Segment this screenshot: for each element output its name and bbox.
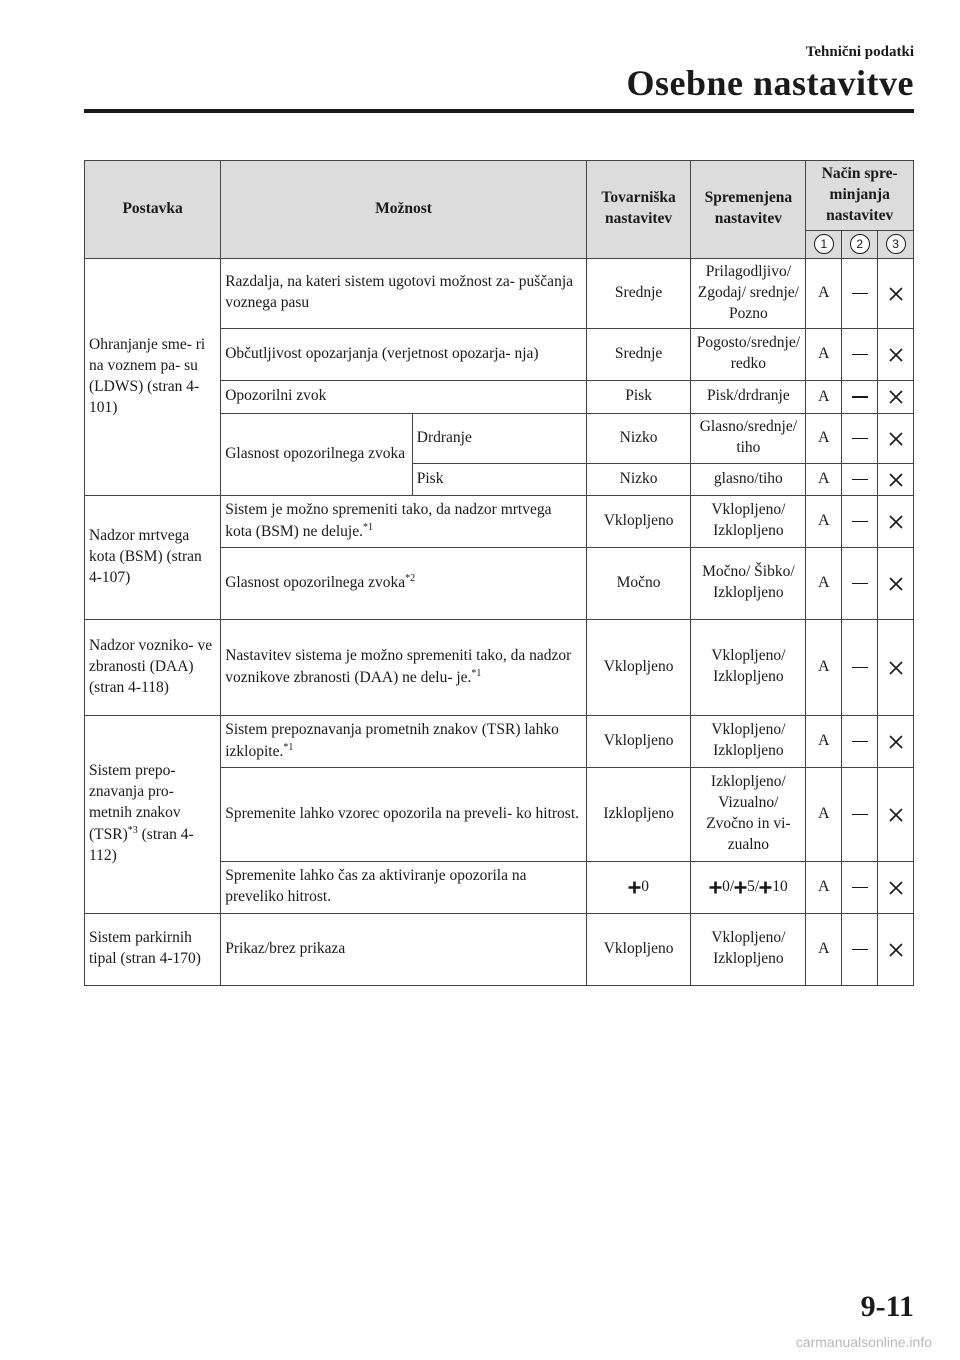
- table-row: [85, 715, 914, 767]
- method-dash: [842, 380, 878, 413]
- dash-icon: [852, 479, 868, 481]
- changed-cell: Vklopljeno/ Izklopljeno: [691, 913, 806, 985]
- sub-option-cell: Drdranje: [412, 413, 586, 463]
- dash-icon: [852, 887, 868, 889]
- method-a: A: [806, 495, 842, 547]
- footnote-ref: *3: [127, 825, 138, 837]
- dash-icon: [852, 949, 868, 951]
- factory-cell: Vklopljeno: [586, 495, 690, 547]
- header-divider: [84, 109, 914, 113]
- col-header-option: Možnost: [221, 161, 587, 259]
- option-cell: [221, 547, 587, 619]
- page-number: 9-11: [860, 1290, 914, 1323]
- method-a: A: [806, 547, 842, 619]
- option-cell: Prikaz/brez prikaza: [221, 913, 587, 985]
- method-2-header: [842, 230, 878, 258]
- method-dash: [842, 619, 878, 715]
- dash-icon: [852, 293, 868, 295]
- cross-icon: [888, 514, 904, 530]
- group-bsm: Nadzor mrtvega kota (BSM) (stran 4-107): [85, 495, 221, 619]
- factory-cell: [586, 861, 690, 913]
- method-x: [878, 619, 914, 715]
- method-dash: [842, 463, 878, 495]
- cross-icon: [888, 576, 904, 592]
- footnote-ref: *1: [471, 667, 482, 679]
- plus-icon: [709, 881, 722, 894]
- cross-icon: [888, 807, 904, 823]
- method-x: [878, 463, 914, 495]
- changed-cell: Močno/ Šibko/ Izklopljeno: [691, 547, 806, 619]
- col-header-setting: Postavka: [85, 161, 221, 259]
- plus-icon: [734, 881, 747, 894]
- offset-value: 10: [772, 877, 788, 895]
- col-header-method: Način spre- minjanja nastavitev: [806, 161, 914, 231]
- dash-icon: [852, 814, 868, 816]
- group-daa: Nadzor vozniko- ve zbranosti (DAA) (stran 4-118): [85, 619, 221, 715]
- option-cell: Glasnost opozorilnega zvoka: [221, 413, 413, 495]
- method-x: [878, 767, 914, 861]
- changed-cell: 0/ 5/ 10: [691, 861, 806, 913]
- cross-icon: [888, 286, 904, 302]
- cross-icon: [888, 880, 904, 896]
- method-x: [878, 547, 914, 619]
- method-3-header: [878, 230, 914, 258]
- page-title: Osebne nastavitve: [626, 63, 914, 103]
- method-dash: [842, 715, 878, 767]
- option-text: Sistem je možno spremeniti tako, da nadzor mrtvega kota (BSM) ne deluje.: [225, 500, 552, 540]
- option-cell: Spremenite lahko čas za aktiviranje opozorila na preveliko hitrost.: [221, 861, 587, 913]
- method-a: A: [806, 619, 842, 715]
- method-dash: [842, 861, 878, 913]
- group-text: Sistem prepo- znavanja pro- metnih znakov (TSR): [89, 762, 181, 844]
- dash-icon: [852, 667, 868, 669]
- option-cell: Spremenite lahko vzorec opozorila na preveli- ko hitrost.: [221, 767, 587, 861]
- footnote-ref: *2: [405, 573, 416, 585]
- group-tsr: [85, 715, 221, 913]
- method-x: [878, 328, 914, 380]
- method-dash: [842, 258, 878, 328]
- factory-cell: Pisk: [586, 380, 690, 413]
- method-1-header: [806, 230, 842, 258]
- group-text: (stran 4-112): [89, 826, 194, 865]
- method-a: A: [806, 328, 842, 380]
- footnote-ref: *1: [362, 521, 373, 533]
- factory-cell: Izklopljeno: [586, 767, 690, 861]
- option-cell: [221, 715, 587, 767]
- table-row: [85, 495, 914, 547]
- plus-icon: [759, 881, 772, 894]
- factory-cell: Vklopljeno: [586, 913, 690, 985]
- method-x: [878, 380, 914, 413]
- section-title: Tehnični podatki: [805, 44, 914, 60]
- cross-icon: [888, 472, 904, 488]
- factory-cell: Nizko: [586, 413, 690, 463]
- dash-icon: [852, 583, 868, 585]
- col-header-factory: Tovarniška nastavitev: [586, 161, 690, 259]
- method-a: A: [806, 913, 842, 985]
- dash-icon: [852, 521, 868, 523]
- factory-cell: Nizko: [586, 463, 690, 495]
- cross-icon: [888, 389, 904, 405]
- footnote-ref: *1: [283, 741, 294, 753]
- group-ldws: Ohranjanje sme- ri na voznem pa- su (LDWS) (stran 4-101): [85, 258, 221, 495]
- method-dash: [842, 913, 878, 985]
- method-a: A: [806, 767, 842, 861]
- factory-cell: Srednje: [586, 258, 690, 328]
- changed-cell: Pogosto/srednje/ redko: [691, 328, 806, 380]
- dash-icon: [852, 354, 868, 356]
- method-dash: [842, 495, 878, 547]
- option-cell: Opozorilni zvok: [221, 380, 587, 413]
- circled-number-1: 1: [814, 234, 834, 254]
- option-text: Glasnost opozorilnega zvoka: [225, 574, 406, 592]
- method-x: [878, 413, 914, 463]
- option-cell: Razdalja, na kateri sistem ugotovi možnost za- puščanja voznega pasu: [221, 258, 587, 328]
- watermark: carmanualsonline.info: [795, 1334, 932, 1350]
- changed-cell: Pisk/drdranje: [691, 380, 806, 413]
- method-a: A: [806, 861, 842, 913]
- method-a: A: [806, 380, 842, 413]
- changed-cell: Prilagodljivo/ Zgodaj/ srednje/ Pozno: [691, 258, 806, 328]
- cross-icon: [888, 942, 904, 958]
- factory-cell: Srednje: [586, 328, 690, 380]
- changed-cell: Vklopljeno/ Izklopljeno: [691, 715, 806, 767]
- changed-cell: glasno/tiho: [691, 463, 806, 495]
- cross-icon: [888, 347, 904, 363]
- option-cell: Občutljivost opozarjanja (verjetnost opozarja- nja): [221, 328, 587, 380]
- changed-cell: Glasno/srednje/ tiho: [691, 413, 806, 463]
- table-row: [85, 913, 914, 985]
- plus-icon: [628, 881, 641, 894]
- method-x: [878, 913, 914, 985]
- cross-icon: [888, 431, 904, 447]
- offset-value: 5: [747, 877, 755, 895]
- method-x: [878, 715, 914, 767]
- circled-number-3: 3: [886, 234, 906, 254]
- method-x: [878, 258, 914, 328]
- method-a: A: [806, 413, 842, 463]
- offset-value: 0: [722, 877, 730, 895]
- method-x: [878, 495, 914, 547]
- option-cell: [221, 495, 587, 547]
- factory-cell: Vklopljeno: [586, 715, 690, 767]
- table-row: [85, 619, 914, 715]
- method-dash: [842, 767, 878, 861]
- offset-value: 0: [641, 877, 649, 895]
- option-text: Sistem prepoznavanja prometnih znakov (TSR) lahko izklopite.: [225, 720, 559, 760]
- factory-cell: Vklopljeno: [586, 619, 690, 715]
- col-header-changed: Spremenjena nastavitev: [691, 161, 806, 259]
- option-text: Nastavitev sistema je možno spremeniti tako, da nadzor voznikove zbranosti (DAA) ne delu- je.: [225, 646, 572, 686]
- changed-cell: Izklopljeno/ Vizualno/ Zvočno in vi- zualno: [691, 767, 806, 861]
- method-x: [878, 861, 914, 913]
- method-a: A: [806, 463, 842, 495]
- method-dash: [842, 328, 878, 380]
- cross-icon: [888, 734, 904, 750]
- table-row: [85, 258, 914, 328]
- table-header-row: [85, 161, 914, 231]
- cross-icon: [888, 660, 904, 676]
- settings-table: [84, 160, 914, 986]
- dash-icon: [852, 438, 868, 440]
- option-cell: [221, 619, 587, 715]
- sub-option-cell: Pisk: [412, 463, 586, 495]
- dash-icon: [852, 741, 868, 743]
- method-dash: [842, 547, 878, 619]
- method-dash: [842, 413, 878, 463]
- dash-icon: [852, 396, 868, 398]
- circled-number-2: 2: [850, 234, 870, 254]
- group-parking: Sistem parkirnih tipal (stran 4-170): [85, 913, 221, 985]
- factory-cell: Močno: [586, 547, 690, 619]
- changed-cell: Vklopljeno/ Izklopljeno: [691, 619, 806, 715]
- method-a: A: [806, 715, 842, 767]
- changed-cell: Vklopljeno/ Izklopljeno: [691, 495, 806, 547]
- method-a: A: [806, 258, 842, 328]
